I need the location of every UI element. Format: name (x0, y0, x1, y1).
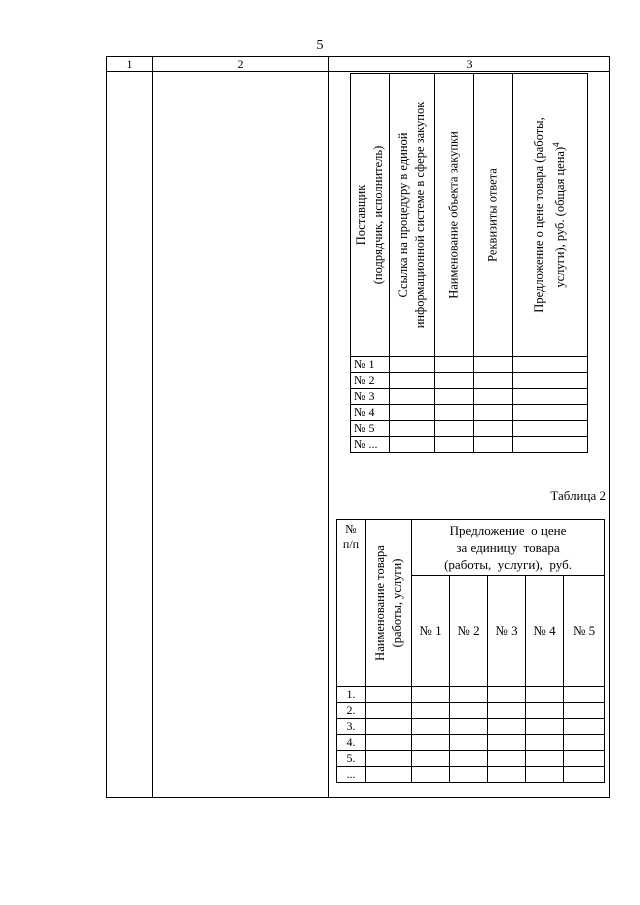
row-number: 5. (337, 751, 366, 767)
row-label: № 3 (351, 389, 390, 405)
table-caption: Таблица 2 (550, 488, 606, 503)
table-row (337, 703, 605, 719)
table-row (351, 357, 588, 373)
row-number: 2. (337, 703, 366, 719)
table-row (337, 751, 605, 767)
table-row (351, 405, 588, 421)
column-1-header: 1 (126, 57, 133, 71)
table-row (351, 421, 588, 437)
table-row (351, 437, 588, 453)
requisites-header (474, 74, 513, 357)
page-number: 5 (316, 38, 324, 53)
table-row (337, 719, 605, 735)
requisites-header-text: Реквизиты ответа (485, 168, 500, 262)
supplier-col-header: № 3 (488, 576, 526, 687)
price-header-text (531, 117, 569, 312)
table-row (351, 373, 588, 389)
unit-price-header: Предложение о цене за единицу товара (работы, услуги), руб. (412, 520, 605, 576)
row-label: № 1 (351, 357, 390, 373)
table-row (337, 735, 605, 751)
supplier-col-header: № 4 (526, 576, 564, 687)
header-divider (107, 71, 609, 72)
column-3-header: 3 (466, 57, 473, 71)
item-name-header-text: Наименование товара (работы, услуги) (372, 545, 404, 661)
link-header-text: Ссылка на процедуру в единой информационной системе в сфере закупок (396, 101, 427, 329)
item-name-header (366, 520, 412, 687)
supplier-col-header: № 1 (412, 576, 450, 687)
supplier-col-header: № 5 (564, 576, 605, 687)
column-divider (328, 57, 329, 797)
row-number: 4. (337, 735, 366, 751)
object-header-text: Наименование объекта закупки (446, 131, 461, 299)
price-header-label: Предложение о цене товара (работы, услуги), руб. (общая цена) (531, 117, 568, 313)
table-row (351, 389, 588, 405)
row-label: № 4 (351, 405, 390, 421)
row-label: № ... (351, 437, 390, 453)
row-label: № 5 (351, 421, 390, 437)
supplier-header-text: Поставщик (подрядчик, исполнитель) (354, 145, 385, 285)
object-header (435, 74, 474, 357)
price-header (513, 74, 588, 357)
row-label: № 2 (351, 373, 390, 389)
table-row (337, 767, 605, 783)
number-header: № п/п (337, 520, 366, 687)
supplier-col-header: № 2 (450, 576, 488, 687)
supplier-table (350, 73, 588, 453)
row-number: 1. (337, 687, 366, 703)
column-divider (152, 57, 153, 797)
table-row (337, 687, 605, 703)
unit-price-table (336, 519, 605, 783)
column-2-header: 2 (237, 57, 244, 71)
supplier-header (351, 74, 390, 357)
row-number: ... (337, 767, 366, 783)
footnote-mark: 4 (550, 142, 561, 147)
link-header (390, 74, 435, 357)
row-number: 3. (337, 719, 366, 735)
